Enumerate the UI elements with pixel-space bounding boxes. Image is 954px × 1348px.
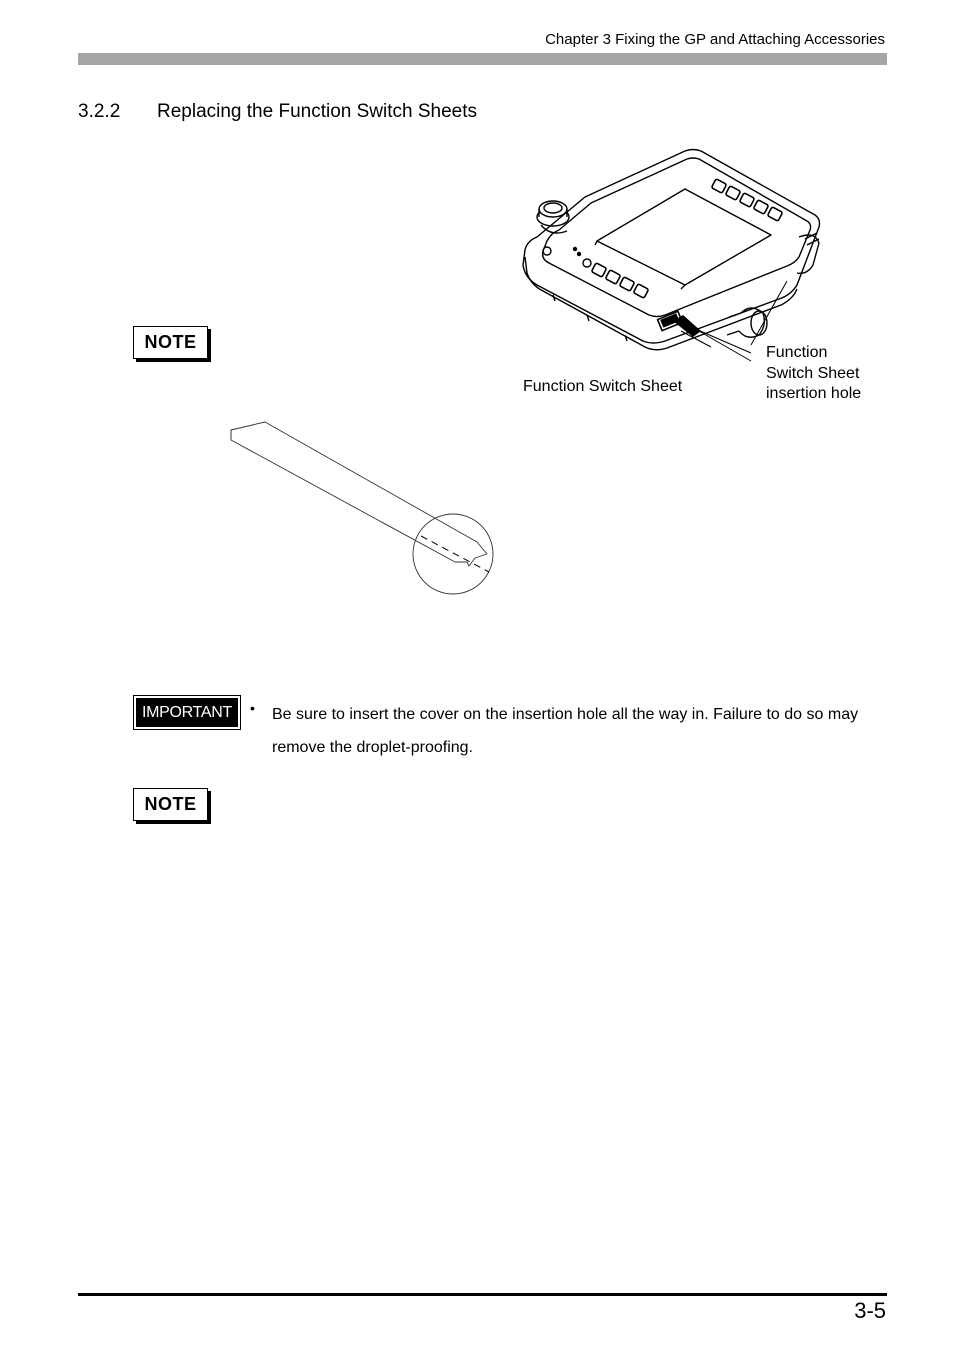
page-number: 3-5 (854, 1298, 886, 1323)
chapter-header: Chapter 3 Fixing the GP and Attaching Accessories (545, 31, 885, 48)
section-title: Replacing the Function Switch Sheets (157, 101, 478, 122)
note-badge-2: NOTE (133, 788, 208, 821)
gp-device-illustration (515, 145, 835, 360)
footer-rule (78, 1293, 887, 1296)
important-text: Be sure to insert the cover on the insertion hole all the way in. Failure to do so may remove the droplet-proofing. (272, 706, 859, 756)
figure-label-hole-2: Switch Sheet (766, 365, 860, 382)
figure-label-sheet: Function Switch Sheet (523, 378, 683, 395)
bullet-marker: • (250, 700, 255, 716)
section-number: 3.2.2 (78, 101, 121, 122)
figure-label-hole-1: Function (766, 344, 828, 361)
note-badge: NOTE (133, 326, 208, 359)
header-bar (78, 53, 887, 65)
function-switch-sheet-illustration (225, 418, 500, 598)
important-badge: IMPORTANT (136, 698, 238, 727)
figure-label-hole-3: insertion hole (766, 385, 862, 402)
